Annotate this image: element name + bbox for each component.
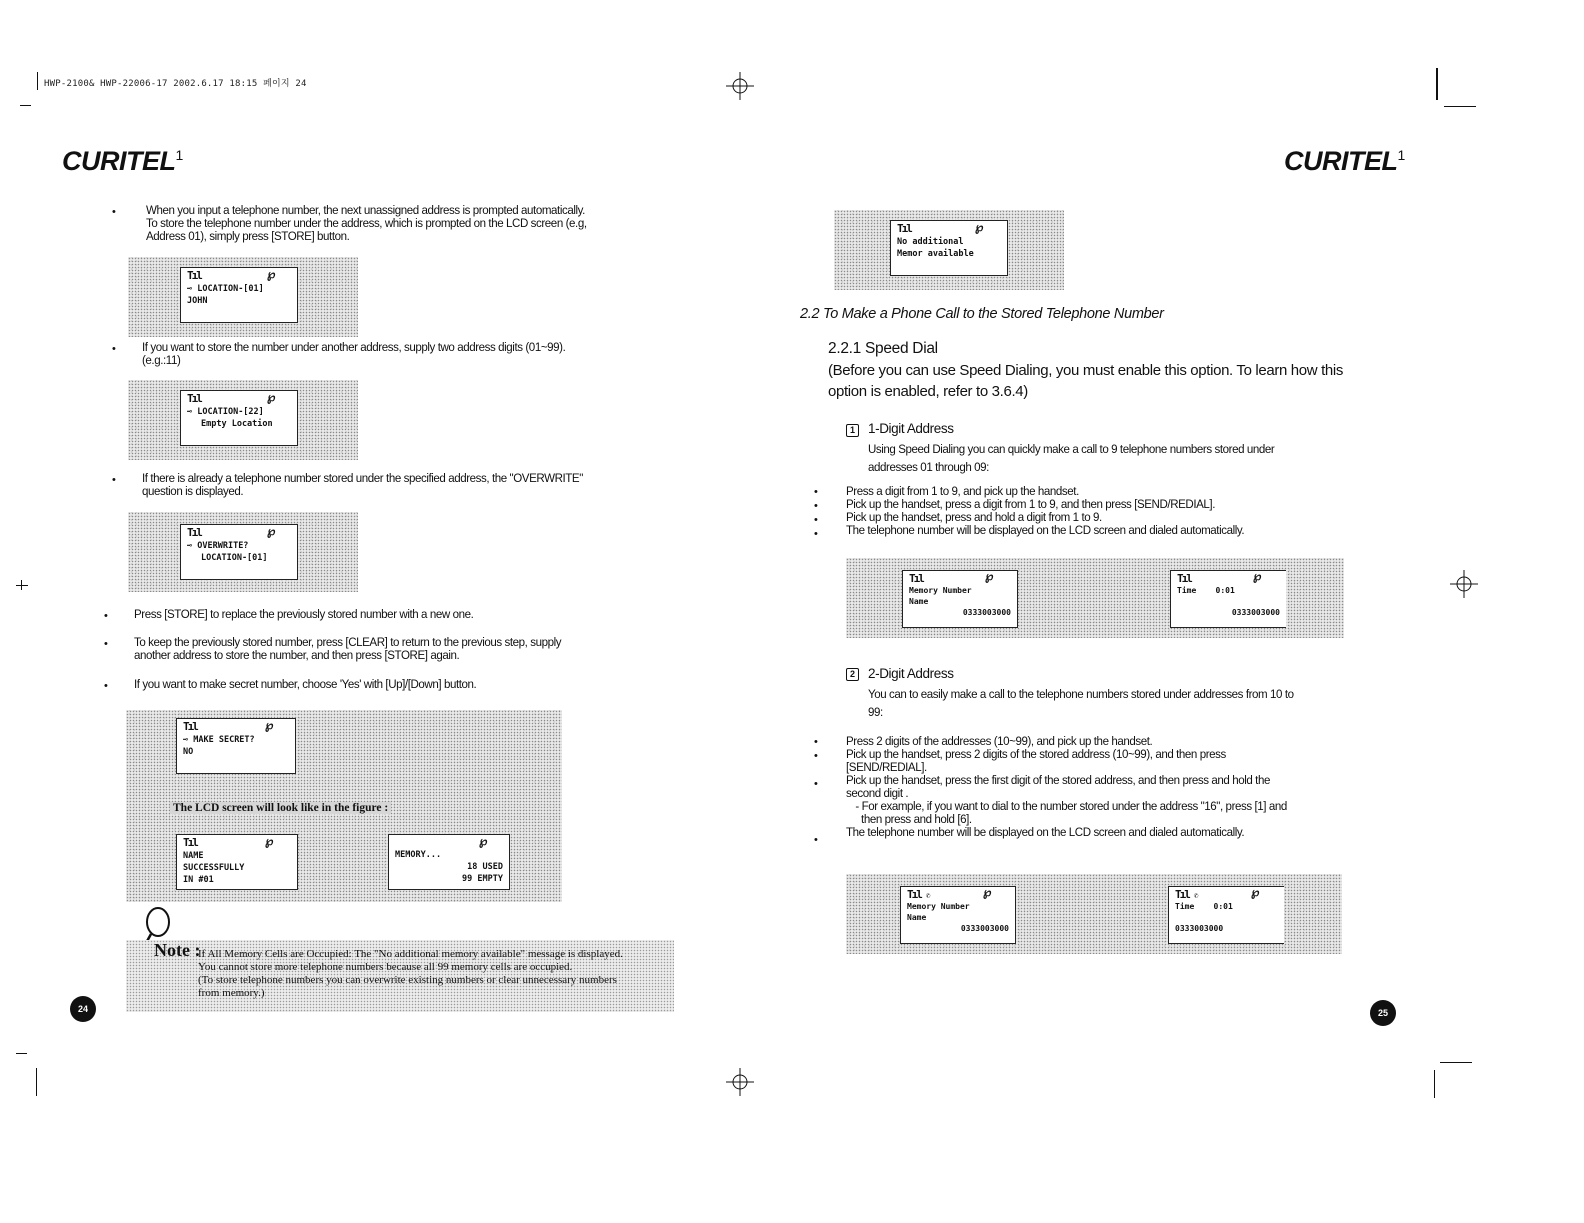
text-line: When you input a telephone number, the next unassigned address is prompted automatically. (146, 203, 585, 217)
crop-mark-bottom-right (1434, 1070, 1435, 1098)
subsection-heading: 2.2.1 Speed Dial (828, 340, 938, 357)
side-mark-left-v (21, 580, 22, 590)
lcd-line: LOCATION-[01] (197, 284, 264, 294)
text-line: You cannot store more telephone numbers because all 99 memory cells are occupied. (198, 961, 573, 973)
text-line: To keep the previously stored number, press [CLEAR] to return to the previous step, supply (134, 635, 562, 649)
lcd-line: MEMORY... (395, 850, 442, 860)
handset-icon: ℘ (265, 718, 274, 732)
item-description (868, 685, 1294, 721)
paragraph-4: Press [STORE] to replace the previously stored number with a new one. (134, 607, 474, 621)
page-number-badge: 25 (1370, 1000, 1396, 1026)
lcd-line: MAKE SECRET? (193, 735, 255, 745)
text-line: Press a digit from 1 to 9, and pick up the handset. (846, 484, 1079, 498)
text-line: Pick up the handset, press 2 digits of the stored address (10~99), and then press (846, 747, 1226, 761)
text-line: To store the telephone number under the address, which is prompted on the LCD screen (e.g, (146, 216, 587, 230)
text-line: Address 01), simply press [STORE] button. (146, 229, 350, 243)
lcd-line: 18 USED (467, 862, 503, 872)
lcd-line: LOCATION-[22] (197, 407, 264, 417)
side-mark-left (16, 585, 28, 586)
text-line: then press and hold [6]. (861, 812, 972, 826)
lcd-line: Empty Location (201, 419, 273, 429)
lcd-line: LOCATION-[01] (201, 553, 268, 563)
lcd-screen-location-22 (128, 380, 358, 460)
item-title: 2-Digit Address (868, 666, 954, 681)
lcd-line: 0333003000 (960, 924, 1009, 933)
lcd-line: Memor available (897, 249, 974, 259)
item-number-badge: 2 (846, 668, 859, 681)
handset-icon: ℘ (975, 220, 984, 234)
lcd-line: Time (1177, 586, 1197, 595)
bullet: • (814, 528, 818, 540)
crop-mark-top-right-h (1444, 106, 1476, 107)
text-line: (e.g.:11) (142, 353, 181, 367)
text-line: If All Memory Cells are Occupied: The "No additional memory available" message is displayed. (198, 948, 623, 960)
lcd-line: Time (1175, 902, 1195, 911)
lcd-line: 0333003000 (1175, 924, 1224, 933)
text-line: from memory.) (198, 987, 265, 999)
lcd-display (176, 718, 296, 774)
logo-text: CURITEL (62, 146, 176, 176)
registration-mark (726, 1068, 754, 1096)
note-text (198, 948, 623, 1000)
print-header: HWP-2100& HWP-22006-17 2002.6.17 18:15 페이지 24 (44, 79, 307, 89)
registration-mark (1450, 570, 1478, 598)
key-icon: ⊸ (187, 284, 198, 294)
lcd-line: OVERWRITE? (197, 541, 249, 551)
text-line: (To store telephone numbers you can overwrite existing numbers or clear unnecessary numbers (198, 974, 617, 986)
text-line: You can to easily make a call to the telephone numbers stored under addresses from 10 to (868, 687, 1294, 701)
lcd-line: Name (909, 597, 929, 606)
handset-icon: ℘ (1253, 569, 1262, 583)
lcd-line: 99 EMPTY (462, 874, 503, 884)
handset-icon: ✆ (925, 891, 931, 900)
signal-icon: Tıl (1175, 888, 1189, 901)
lcd-display (180, 390, 298, 446)
bullet: • (104, 680, 108, 692)
registration-mark (726, 72, 754, 100)
lcd-line: No additional (897, 237, 964, 247)
signal-icon: Tıl (183, 720, 197, 733)
item-number-badge: 1 (846, 424, 859, 437)
handset-icon: ℘ (267, 524, 276, 538)
lcd-display (1168, 886, 1284, 944)
bullet: • (112, 343, 116, 355)
bullet: • (814, 778, 818, 790)
paragraph-3 (142, 472, 583, 498)
bullet: • (814, 736, 818, 748)
text-line: 99: (868, 705, 883, 719)
text-line: another address to store the number, and then press [STORE] again. (134, 648, 460, 662)
crop-mark-top-right (1436, 68, 1438, 100)
paragraph-1 (146, 204, 587, 243)
text-line: Using Speed Dialing you can quickly make a call to 9 telephone numbers stored under (868, 442, 1275, 456)
crop-mark-top-left (37, 72, 38, 90)
signal-icon: Tıl (187, 526, 201, 539)
brand-logo-right (1284, 146, 1405, 177)
lcd-line: SUCCESSFULLY (183, 863, 245, 873)
lcd-line: NAME (183, 851, 204, 861)
lcd-display (890, 220, 1008, 276)
lcd-line: IN #01 (183, 875, 214, 885)
text-line: Pick up the handset, press the first digit of the stored address, and then press and hold the (846, 773, 1270, 787)
lcd-screen-overwrite (128, 512, 358, 592)
handset-icon: ℘ (267, 390, 276, 404)
lcd-screen-no-memory (834, 210, 1064, 290)
text-line: Pick up the handset, press and hold a digit from 1 to 9. (846, 510, 1102, 524)
lcd-display (1170, 570, 1286, 628)
bullet: • (104, 638, 108, 650)
text-line: If you want to store the number under another address, supply two address digits (01~99). (142, 340, 566, 354)
text-line: The telephone number will be displayed on the LCD screen and dialed automatically. (846, 523, 1245, 537)
logo-mark: 1 (1397, 147, 1405, 163)
logo-mark: 1 (175, 147, 183, 163)
handset-icon: ✆ (1193, 891, 1199, 900)
crop-mark-bottom-right-h (1440, 1062, 1472, 1063)
text-line: option is enabled, refer to 3.6.4) (828, 383, 1028, 400)
page-number-badge: 24 (70, 996, 96, 1022)
lcd-time: 0:01 (1215, 586, 1235, 595)
lcd-screen-location-01 (128, 257, 358, 337)
text-line: If there is already a telephone number stored under the specified address, the "OVERWRITE" (142, 471, 583, 485)
lcd-line: NO (183, 747, 194, 757)
lcd-figure-speed-dial-1 (846, 558, 1344, 638)
item-description (868, 440, 1274, 476)
paragraph-2 (142, 341, 565, 367)
paragraph-5 (134, 636, 561, 662)
key-icon: ⊸ (187, 407, 198, 417)
signal-icon: Tıl (909, 572, 923, 585)
text-line: second digit . (846, 786, 909, 800)
lcd-time: 0:01 (1213, 902, 1233, 911)
crop-mark-bottom-left (36, 1068, 37, 1096)
paragraph-6: If you want to make secret number, choose 'Yes' with [Up]/[Down] button. (134, 677, 477, 691)
bullet-text (846, 735, 1287, 839)
handset-icon: ℘ (479, 834, 488, 848)
bullet: • (814, 750, 818, 762)
bullet: • (112, 206, 116, 218)
bullet: • (814, 834, 818, 846)
lcd-line: Memory Number (907, 902, 970, 911)
lcd-display (176, 834, 298, 890)
bullet: • (814, 500, 818, 512)
text-line: Pick up the handset, press a digit from 1 to 9, and then press [SEND/REDIAL]. (846, 497, 1215, 511)
handset-icon: ℘ (265, 834, 274, 848)
lcd-line: JOHN (187, 296, 208, 306)
note-box (126, 940, 674, 1012)
handset-icon: ℘ (267, 267, 276, 281)
signal-icon: Tıl (187, 269, 201, 282)
signal-icon: Tıl (183, 836, 197, 849)
bullet: • (112, 474, 116, 486)
text-line: addresses 01 through 09: (868, 460, 989, 474)
crop-mark-bottom-left-h (16, 1053, 27, 1054)
brand-logo-left (62, 146, 183, 177)
signal-icon: Tıl (1177, 572, 1191, 585)
crop-mark-top-left-h (20, 105, 31, 106)
lcd-figure-secret (126, 710, 562, 902)
signal-icon: Tıl (907, 888, 921, 901)
text-line: The telephone number will be displayed on the LCD screen and dialed automatically. (846, 825, 1245, 839)
key-icon: ⊸ (183, 735, 194, 745)
logo-text: CURITEL (1284, 146, 1398, 176)
signal-icon: Tıl (897, 222, 911, 235)
bullet: • (814, 514, 818, 526)
bullet: • (814, 486, 818, 498)
lcd-display (900, 886, 1016, 944)
text-line: Press 2 digits of the addresses (10~99), and pick up the handset. (846, 734, 1153, 748)
bullet-text (846, 485, 1244, 537)
section-heading: 2.2 To Make a Phone Call to the Stored Telephone Number (800, 306, 1164, 322)
text-line: - For example, if you want to dial to the number stored under the address "16", press [1] and (855, 799, 1287, 813)
lcd-display (902, 570, 1018, 628)
lcd-caption: The LCD screen will look like in the figure : (170, 802, 391, 814)
signal-icon: Tıl (187, 392, 201, 405)
lcd-line: 0333003000 (1231, 608, 1280, 617)
lcd-display (180, 524, 298, 580)
lcd-line: 0333003000 (962, 608, 1011, 617)
handset-icon: ℘ (985, 569, 994, 583)
text-line: [SEND/REDIAL]. (846, 760, 927, 774)
key-icon: ⊸ (187, 541, 198, 551)
lcd-display (388, 834, 510, 890)
lcd-line: Memory Number (909, 586, 972, 595)
lcd-figure-speed-dial-2 (846, 874, 1342, 954)
handset-icon: ℘ (983, 885, 992, 899)
handset-icon: ℘ (1251, 885, 1260, 899)
note-label: Note : (154, 940, 201, 960)
bullet: • (104, 610, 108, 622)
intro-text (828, 360, 1343, 402)
text-line: question is displayed. (142, 484, 244, 498)
lcd-line: Name (907, 913, 927, 922)
item-title: 1-Digit Address (868, 421, 954, 436)
text-line: (Before you can use Speed Dialing, you must enable this option. To learn how this (828, 362, 1344, 379)
lcd-display (180, 267, 298, 323)
